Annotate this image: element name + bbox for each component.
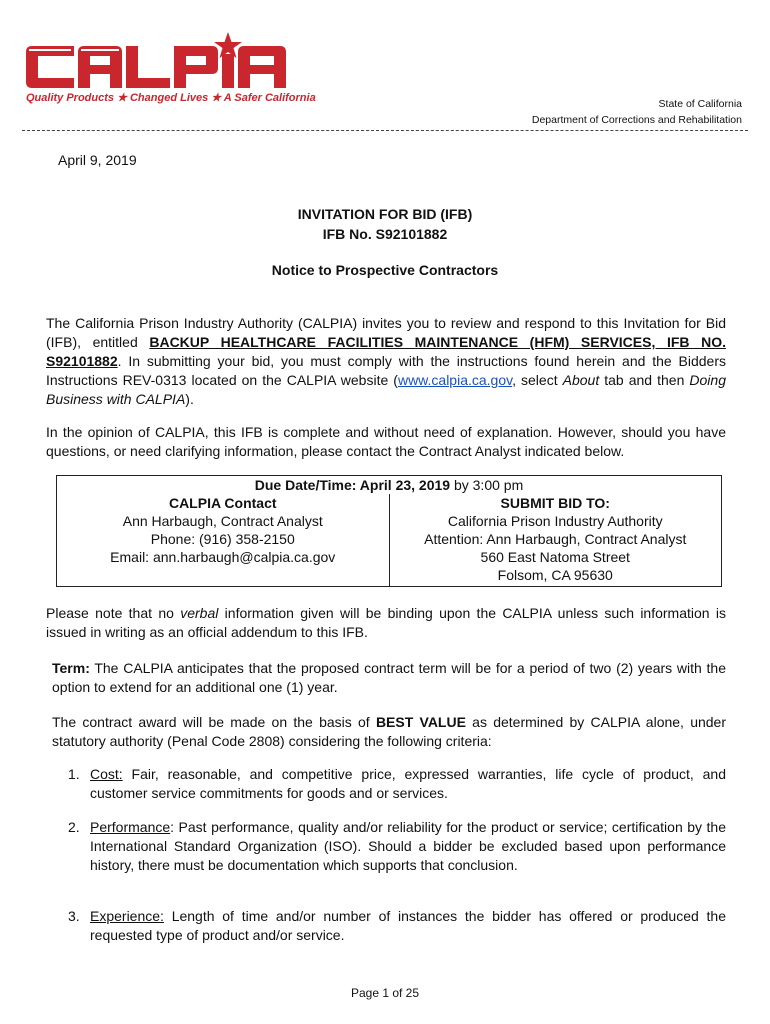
address-line: California Prison Industry Authority [447,513,663,529]
department-name: Department of Corrections and Rehabilitation [531,114,742,126]
document-title: INVITATION FOR BID (IFB) [297,206,473,222]
verbal-note-paragraph: Please note that no verbal information given will be binding upon the CALPIA unless such information is issued in writing as an official addendum to this IFB. [46,605,726,640]
ifb-number: IFB No. S92101882 [322,226,448,242]
criteria-label: Performance [90,819,171,835]
logo-tagline: Quality Products ★ Changed Lives ★ A Safer California [26,92,316,104]
questions-paragraph: In the opinion of CALPIA, this IFB is complete and without need of explanation. However, should you have questions, or need clarifying information, please contact the Contract Analyst indicated below. [46,424,726,459]
contact-line: Phone: (916) 358-2150 [150,531,295,547]
intro-paragraph: The California Prison Industry Authority (CALPIA) invites you to review and respond to this Invitation for Bid (IFB), entitled BACKUP HEALTHCARE FACILITIES MAINTENANCE (HFM) SERVICES, IFB NO. S92101882. In submitting your bid, you must comply with the instructions found herein and the Bidders Instructions REV-0313 located on the CALPIA website (www.calpia.ca.gov, select About tab and then Doing Business with CALPIA). [46,315,726,407]
calpia-contact-header: CALPIA Contact [168,495,277,511]
criteria-item: 3. Experience: Length of time and/or number of instances the bidder has offered or produced the requested type of product and/or service. [68,908,726,943]
term-paragraph: Term: The CALPIA anticipates that the proposed contract term will be for a period of two (2) years with the option to extend for an additional one (1) year. [52,660,726,695]
document-subtitle: Notice to Prospective Contractors [271,262,499,278]
criteria-item: 1. Cost: Fair, reasonable, and competitive price, expressed warranties, life cycle of product, and customer service commitments for goods and or services. [68,766,726,801]
letter-date: April 9, 2019 [58,152,137,168]
due-date-row [57,476,722,495]
header-divider [22,130,748,131]
address-line: Folsom, CA 95630 [497,567,613,583]
due-time: by 3:00 pm [450,477,524,493]
address-line: Attention: Ann Harbaugh, Contract Analyst [424,531,687,547]
contact-table [56,475,722,587]
address-line: 560 East Natoma Street [480,549,630,565]
calpia-contact-cell [57,494,390,587]
criteria-number: 2. [68,819,80,835]
term-label: Term: [52,660,90,676]
contact-line: Ann Harbaugh, Contract Analyst [122,513,323,529]
page-number: Page 1 of 25 [350,986,420,1000]
submit-bid-header: SUBMIT BID TO: [500,495,610,511]
criteria-item: 2. Performance: Past performance, quality and/or reliability for the product or service; certification by the International Standard Organization (ISO). Should a bidder be excluded based upon performance history, there must be documentation which supports that conclusion. [68,819,726,873]
criteria-number: 3. [68,908,80,924]
due-date-label: Due Date/Time: April 23, 2019 [254,477,451,493]
submit-bid-cell [389,494,722,587]
state-department-header [532,96,742,128]
contact-line: Email: ann.harbaugh@calpia.ca.gov [110,549,336,565]
ifb-entitled-title: BACKUP HEALTHCARE FACILITIES MAINTENANCE (HFM) SERVICES, IFB NO. S92101882 [46,334,726,369]
calpia-website-link[interactable]: www.calpia.ca.gov [397,372,513,388]
best-value: BEST VALUE [375,714,466,730]
criteria-label: Experience: [90,908,164,924]
criteria-label: Cost: [90,766,123,782]
criteria-number: 1. [68,766,80,782]
award-paragraph: The contract award will be made on the basis of BEST VALUE as determined by CALPIA alone, under statutory authority (Penal Code 2808) considering the following criteria: [52,714,726,749]
state-name: State of California [658,98,742,110]
